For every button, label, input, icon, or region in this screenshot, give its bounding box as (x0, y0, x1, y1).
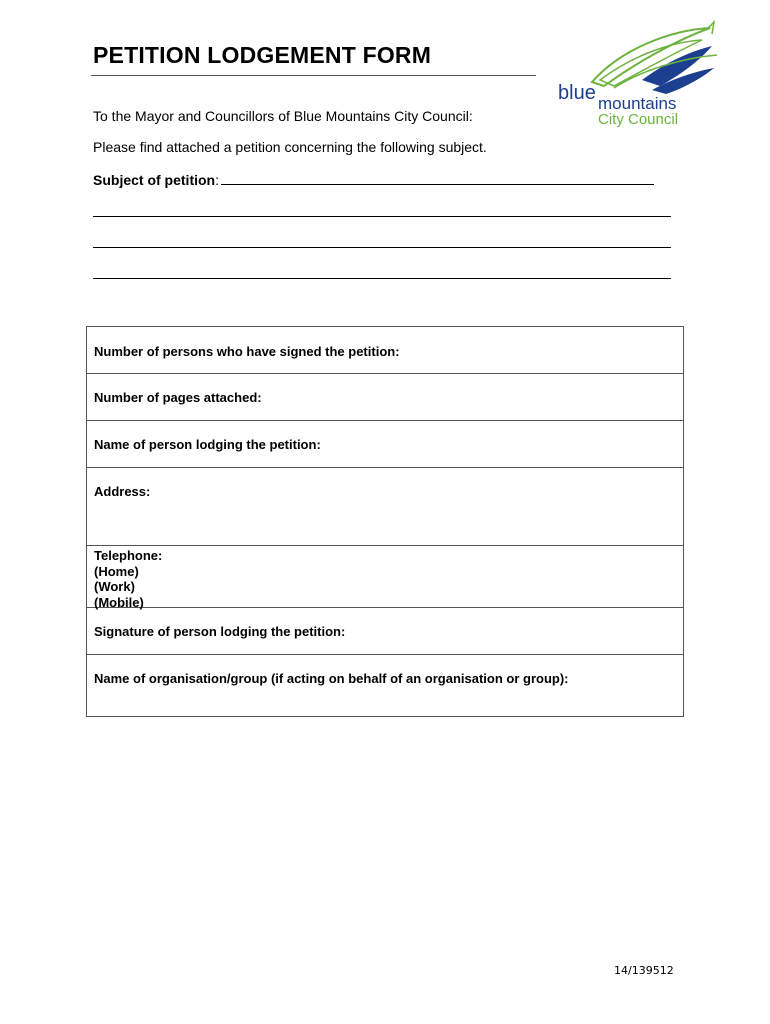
leaf-icon (592, 22, 717, 94)
council-logo (552, 20, 722, 135)
telephone-label: Telephone: (94, 548, 163, 563)
logo-line-blue: blue (558, 82, 596, 104)
lodger-name-label: Name of person lodging the petition: (94, 437, 321, 452)
subject-blank-line-3[interactable] (93, 247, 671, 248)
document-reference: 14/139512 (614, 964, 674, 977)
form-title: PETITION LODGEMENT FORM (93, 42, 432, 68)
subject-label: Subject of petition (93, 172, 216, 188)
signature-label: Signature of person lodging the petition: (94, 624, 346, 639)
salutation-text: To the Mayor and Councillors of Blue Mountains City Council: (93, 108, 473, 124)
signatures-row[interactable] (87, 327, 683, 374)
signatures-label: Number of persons who have signed the petition: (94, 344, 400, 359)
organisation-row[interactable] (87, 655, 683, 716)
signature-row[interactable] (87, 608, 683, 655)
subject-blank[interactable] (221, 170, 654, 185)
telephone-home-label: (Home) (94, 563, 139, 579)
organisation-label: Name of organisation/group (if acting on behalf of an organisation or group): (94, 671, 569, 686)
pages-row[interactable] (87, 374, 683, 421)
logo-line-city-council: City Council (598, 111, 679, 128)
subject-colon: : (215, 172, 219, 188)
telephone-work-label: (Work) (94, 579, 135, 594)
address-row[interactable] (87, 468, 683, 546)
title-underline (91, 75, 536, 76)
telephone-mobile-label: (Mobile) (94, 594, 144, 610)
petition-details-table (86, 326, 684, 717)
pages-label: Number of pages attached: (94, 390, 262, 405)
telephone-labels (94, 548, 162, 610)
logo-line-mountains: mountains (598, 94, 677, 113)
subject-blank-line-2[interactable] (93, 216, 671, 217)
address-label: Address: (94, 484, 151, 499)
lodger-name-row[interactable] (87, 421, 683, 468)
intro-text: Please find attached a petition concerning the following subject. (93, 139, 487, 155)
telephone-row[interactable] (87, 546, 683, 608)
subject-blank-line-4[interactable] (93, 278, 671, 279)
subject-row (93, 170, 654, 188)
